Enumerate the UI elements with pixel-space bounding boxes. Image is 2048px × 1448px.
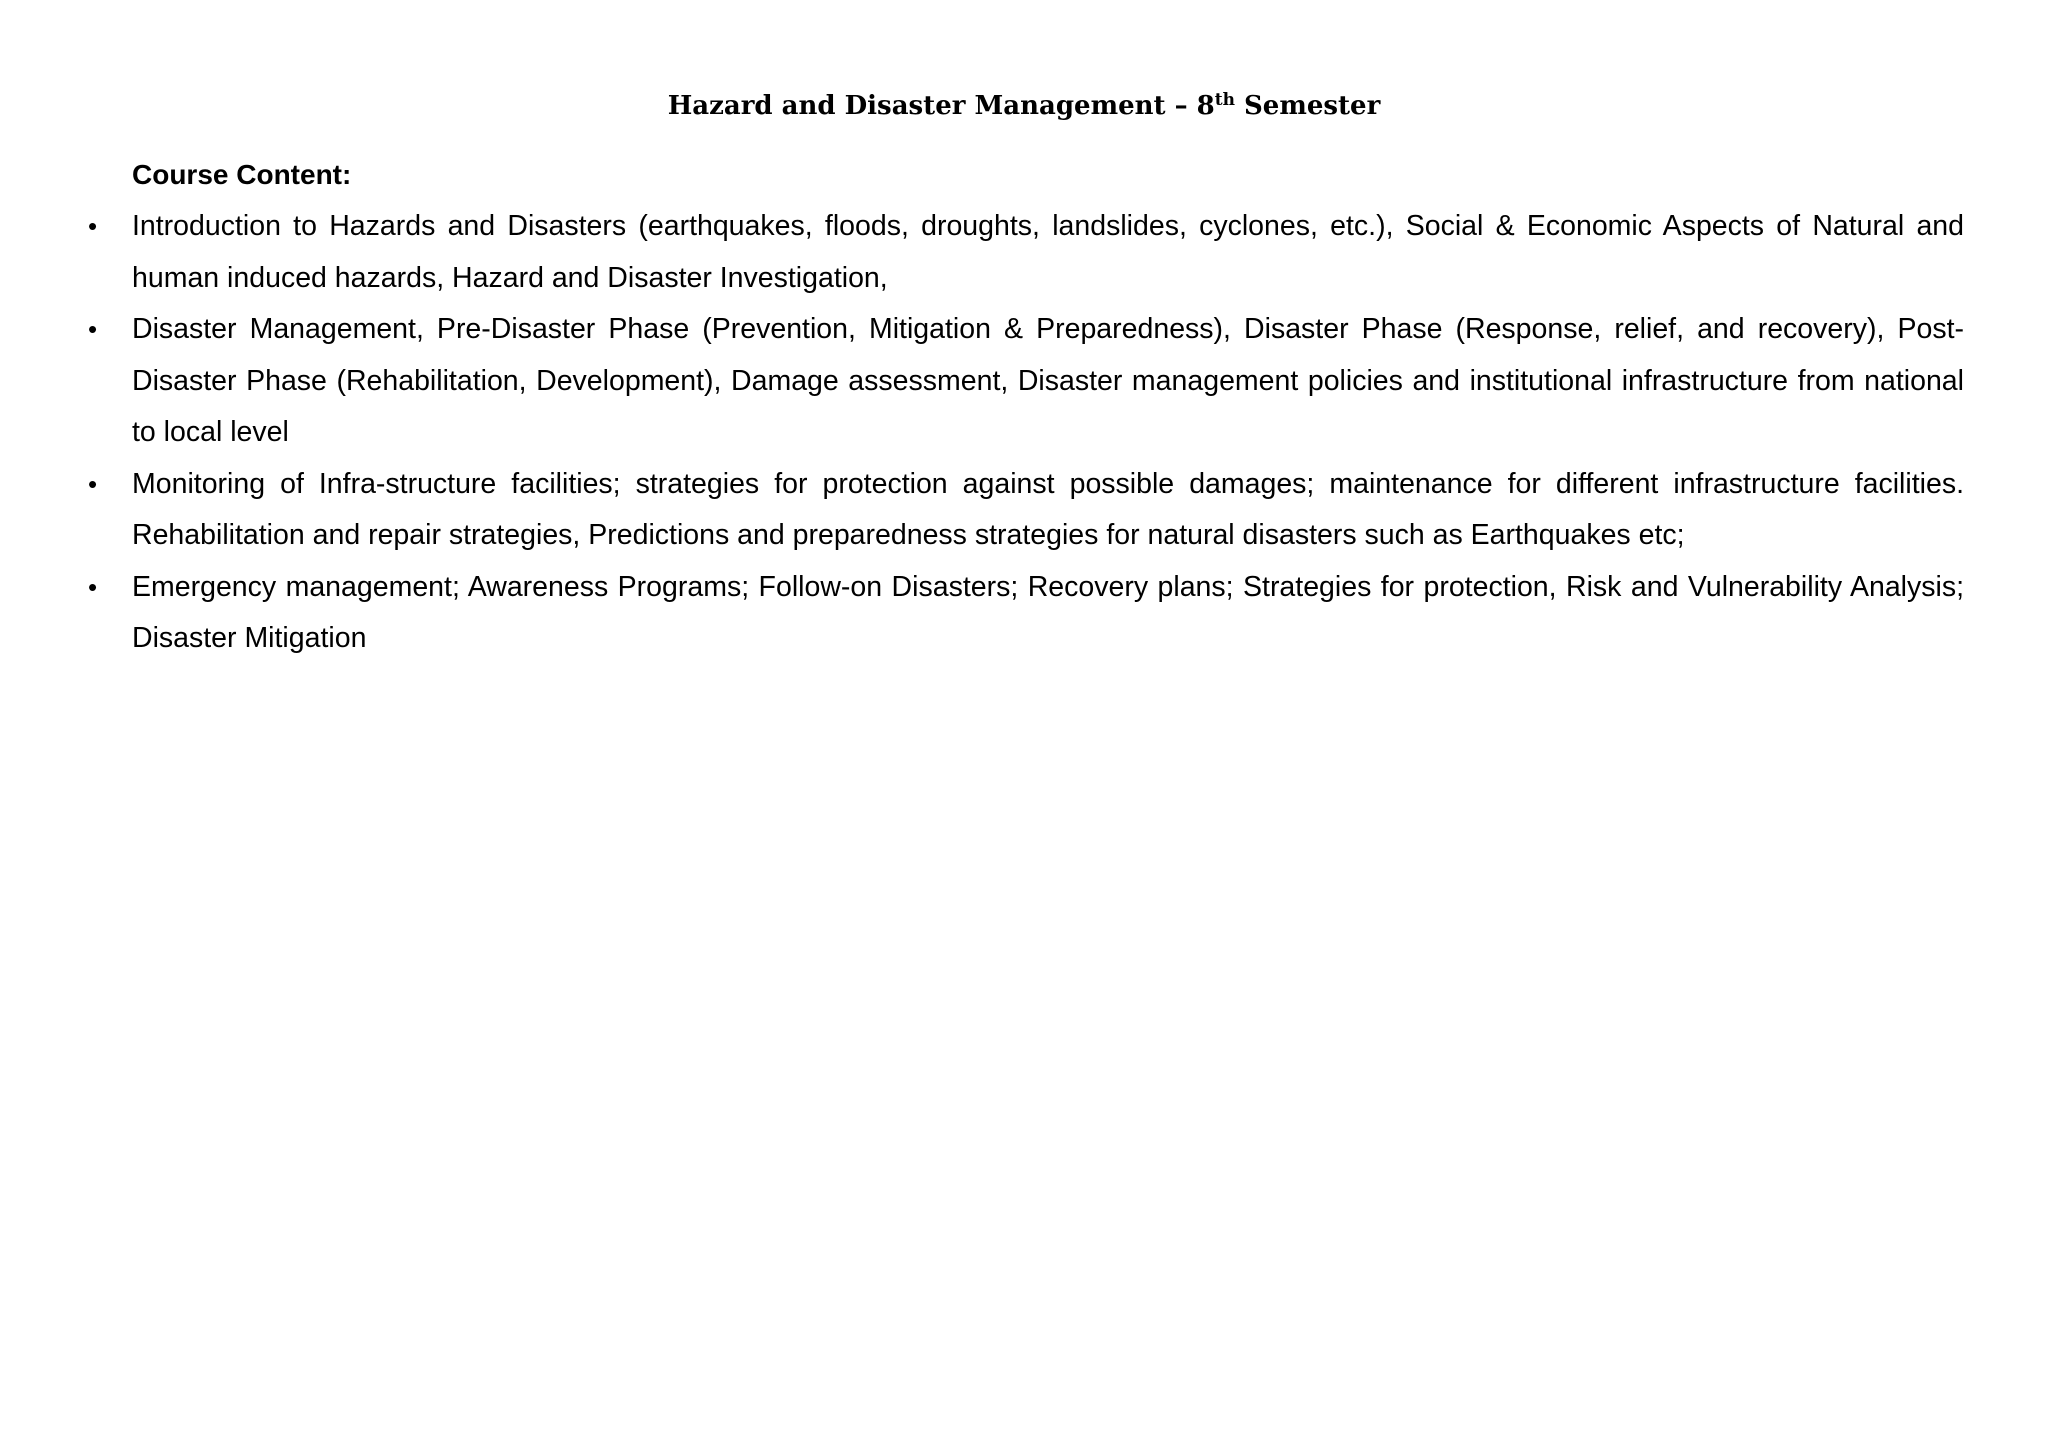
list-item-text: Introduction to Hazards and Disasters (earthquakes, floods, droughts, landslides, cyclones, etc.), Social & Economic Aspects of Natural and human induced hazards, Hazard and Disaster Investigation, bbox=[132, 210, 1964, 294]
bullet-icon: • bbox=[88, 468, 98, 499]
title-end-text: Semester bbox=[1234, 91, 1381, 121]
section-heading: Course Content: bbox=[132, 159, 352, 190]
list-item bbox=[88, 459, 1964, 562]
list-item-text: Monitoring of Infra-structure facilities; strategies for protection against possible damages; maintenance for different infrastructure facilities. Rehabilitation and repair strategies, Predictions and preparedness strategies for natural disasters such as Earthquakes etc; bbox=[132, 467, 1964, 551]
bullet-icon: • bbox=[88, 571, 98, 602]
list-item bbox=[88, 304, 1964, 459]
course-content-list bbox=[0, 201, 2048, 665]
title-main-text: Hazard and Disaster Management – 8 bbox=[667, 91, 1215, 121]
title-superscript: th bbox=[1214, 90, 1235, 110]
list-item-text: Emergency management; Awareness Programs; Follow-on Disasters; Recovery plans; Strategies for protection, Risk and Vulnerability Analysis; Disaster Mitigation bbox=[132, 570, 1964, 654]
list-item-text: Disaster Management, Pre-Disaster Phase (Prevention, Mitigation & Preparedness), Disaster Phase (Response, relief, and recovery), Post-Disaster Phase (Rehabilitation, Development), Damage assessment, Disaster management policies and institutional infrastructure from national to local level bbox=[132, 313, 1964, 448]
list-item bbox=[88, 201, 1964, 304]
list-item bbox=[88, 562, 1964, 665]
bullet-icon: • bbox=[88, 211, 98, 241]
bullet-icon: • bbox=[88, 314, 98, 344]
page-title bbox=[0, 86, 2048, 126]
